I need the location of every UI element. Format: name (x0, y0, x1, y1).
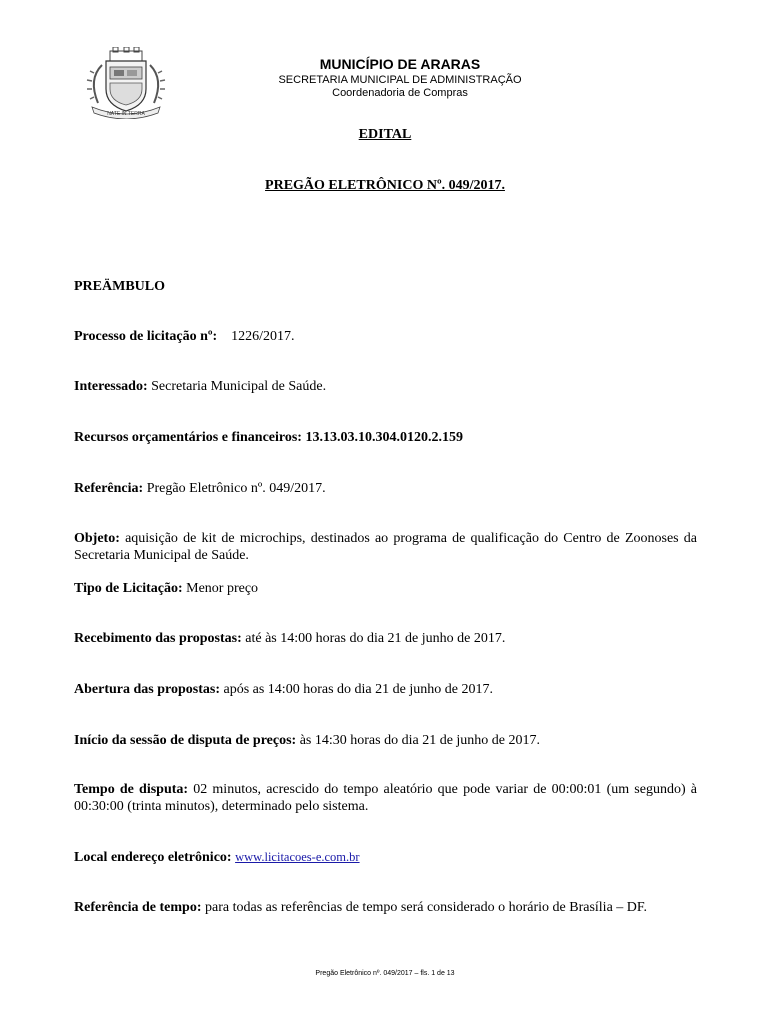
field-label: Referência de tempo: (74, 900, 202, 915)
website-link[interactable]: www.licitacoes-e.com.br (235, 850, 360, 864)
field-label: Referência: (74, 481, 144, 496)
field-label: Tipo de Licitação: (74, 581, 183, 596)
field-value: até às 14:00 horas do dia 21 de junho de 2017. (245, 631, 506, 646)
field-inicio-sessao (74, 732, 697, 749)
field-label: Interessado: (74, 379, 148, 394)
page-footer: Pregão Eletrônico nº. 049/2017 – fls. 1 de 13 (315, 970, 455, 977)
field-recebimento (74, 630, 697, 647)
field-value: após as 14:00 horas do dia 21 de junho de 2017. (223, 682, 493, 697)
field-recursos (74, 429, 697, 446)
field-label: Local endereço eletrônico: (74, 850, 232, 865)
field-label: Abertura das propostas: (74, 682, 220, 697)
department-subtitle: Coordenadoria de Compras (332, 87, 468, 99)
field-referencia-tempo (74, 899, 697, 916)
field-tempo-disputa (74, 781, 697, 815)
field-label: Processo de licitação nº: (74, 329, 218, 344)
field-local-eletronico (74, 849, 697, 866)
field-label: Recursos orçamentários e financeiros: 13.13.03.10.304.0120.2.159 (74, 430, 463, 445)
field-processo (74, 328, 697, 345)
document-title: EDITAL (358, 127, 412, 142)
field-label: Recebimento das propostas: (74, 631, 242, 646)
section-heading: PREÄMBULO (74, 279, 165, 294)
field-referencia (74, 480, 697, 497)
field-value: Secretaria Municipal de Saúde. (151, 379, 327, 394)
municipality-title: MUNICÍPIO DE ARARAS (319, 56, 481, 72)
field-value: para todas as referências de tempo será considerado o horário de Brasília – DF. (205, 900, 648, 915)
field-value: 1226/2017. (231, 329, 295, 344)
field-value: aquisição de kit de microchips, destinados ao programa de qualificação do Centro de Zoonoses da Secretaria Municipal de Saúde. (74, 531, 697, 563)
field-tipo (74, 580, 697, 597)
secretariat-subtitle: SECRETARIA MUNICIPAL DE ADMINISTRAÇÃO (278, 74, 522, 86)
field-interessado (74, 378, 697, 395)
document-subtitle: PREGÃO ELETRÔNICO Nº. 049/2017. (265, 178, 505, 193)
field-label: Início da sessão de disputa de preços: (74, 733, 297, 748)
field-value: Menor preço (186, 581, 259, 596)
field-objeto (74, 530, 697, 564)
field-abertura (74, 681, 697, 698)
field-value: Pregão Eletrônico nº. 049/2017. (146, 481, 326, 496)
field-value: às 14:30 horas do dia 21 de junho de 2017. (299, 733, 541, 748)
svg-text:NATE IN TERRA: NATE IN TERRA (107, 111, 145, 117)
field-label: Objeto: (74, 531, 120, 546)
field-label: Tempo de disputa: (74, 782, 189, 797)
field-value: 02 minutos, acrescido do tempo aleatório que pode variar de 00:00:01 (um segundo) à 00:30:00 (trinta minutos), determinado pelo sistema. (74, 782, 697, 814)
